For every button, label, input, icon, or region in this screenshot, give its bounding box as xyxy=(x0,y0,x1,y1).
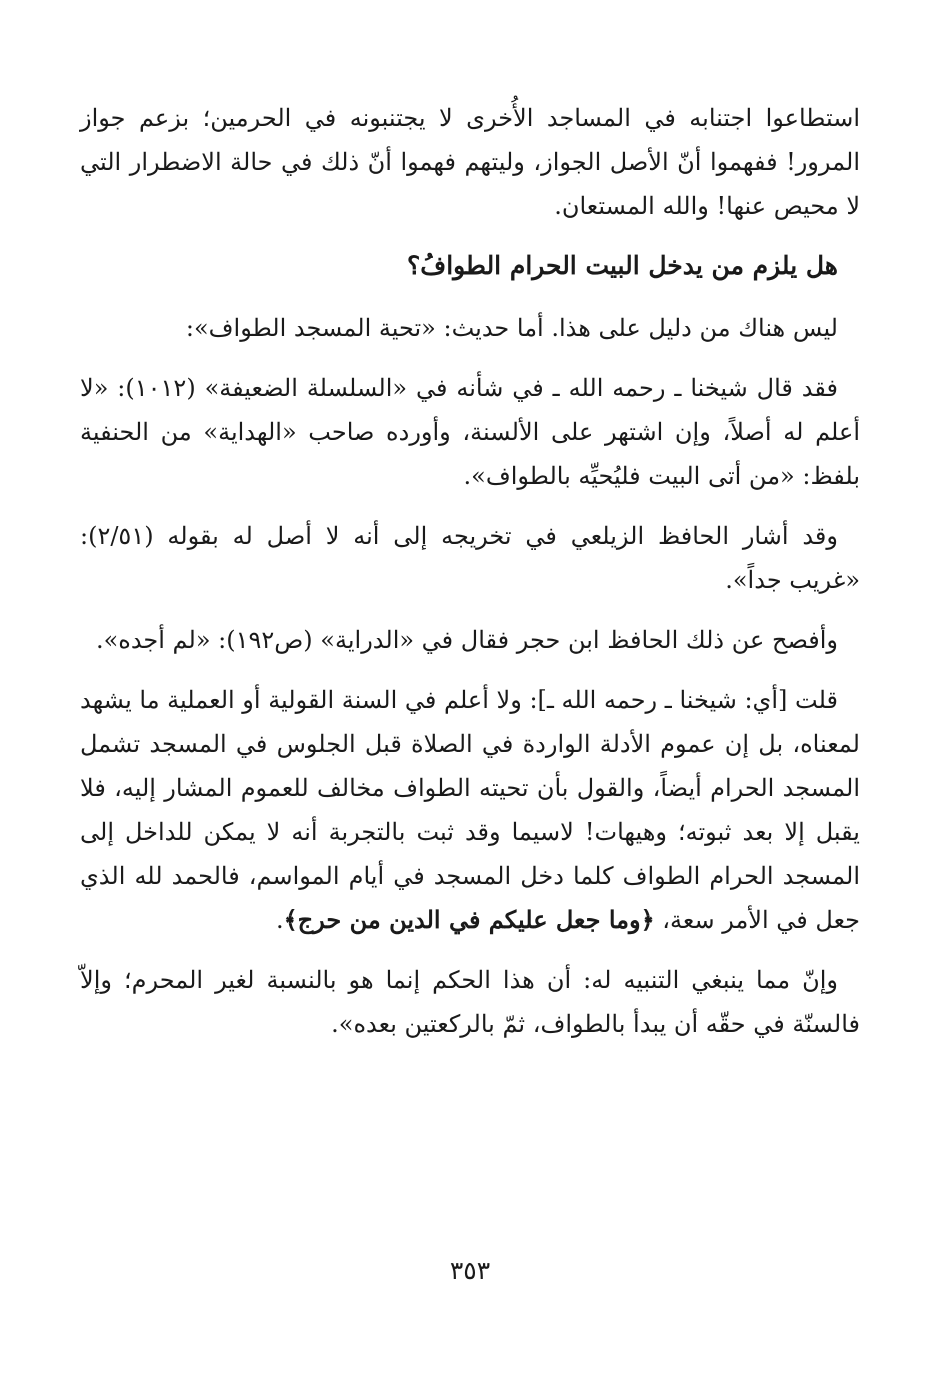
quran-verse: ﴿وما جعل عليكم في الدين من حرج﴾ xyxy=(283,905,655,934)
commentary-text: قلت [أي: شيخنا ـ رحمه الله ـ]: ولا أعلم في السنة القولية أو العملية ما يشهد لمعناه، بل إن عموم الأدلة الواردة في الصلاة قبل الجلوس في المسجد تشمل المسجد الحرام أيضاً، والقول بأن تحيته الطواف مخالف للعموم المشار إليه، فلا يقبل إلا بعد ثبوته؛ وهيهات! لاسيما وقد ثبت بالتجربة أنه لا يمكن للداخل إلى المسجد الحرام الطواف كلما دخل المسجد في أيام المواسم، فالحمد لله الذي جعل في الأمر سعة، xyxy=(80,686,860,934)
page-number: ٣٥٣ xyxy=(449,1256,491,1285)
paragraph-ibn-hajar: وأفصح عن ذلك الحافظ ابن حجر فقال في «الدراية» (ص١٩٢): «لم أجده». xyxy=(95,626,838,654)
paragraph-commentary xyxy=(80,678,860,942)
paragraph-shaykh-quote: فقد قال شيخنا ـ رحمه الله ـ في شأنه في «السلسلة الضعيفة» (١٠١٢): «لا أعلم له أصلاً، وإن اشتهر على الألسنة، وأورده صاحب «الهداية» من الحنفية بلفظ: «من أتى البيت فليُحيِّه بالطواف». xyxy=(80,374,860,490)
paragraph-muhrim-note: وإنّ مما ينبغي التنبيه له: أن هذا الحكم إنما هو بالنسبة لغير المحرم؛ وإلاّ فالسنّة في حقّه أن يبدأ بالطواف، ثمّ بالركعتين بعده». xyxy=(80,966,860,1038)
section-heading: هل يلزم من يدخل البيت الحرام الطوافُ؟ xyxy=(407,251,838,280)
paragraph-tahiyyah: ليس هناك من دليل على هذا. أما حديث: «تحية المسجد الطواف»: xyxy=(185,314,838,342)
commentary-end: . xyxy=(275,906,284,934)
page-content xyxy=(80,96,860,1062)
paragraph-zaylai: وقد أشار الحافظ الزيلعي في تخريجه إلى أنه لا أصل له بقوله (٢/٥١): «غريب جداً». xyxy=(80,522,860,594)
paragraph-intro: استطاعوا اجتنابه في المساجد الأُخرى لا يجتنبونه في الحرمين؛ بزعم جواز المرور! ففهموا أنّ الأصل الجواز، وليتهم فهموا أنّ ذلك في حالة الاضطرار التي لا محيص عنها! والله المستعان. xyxy=(80,104,860,220)
